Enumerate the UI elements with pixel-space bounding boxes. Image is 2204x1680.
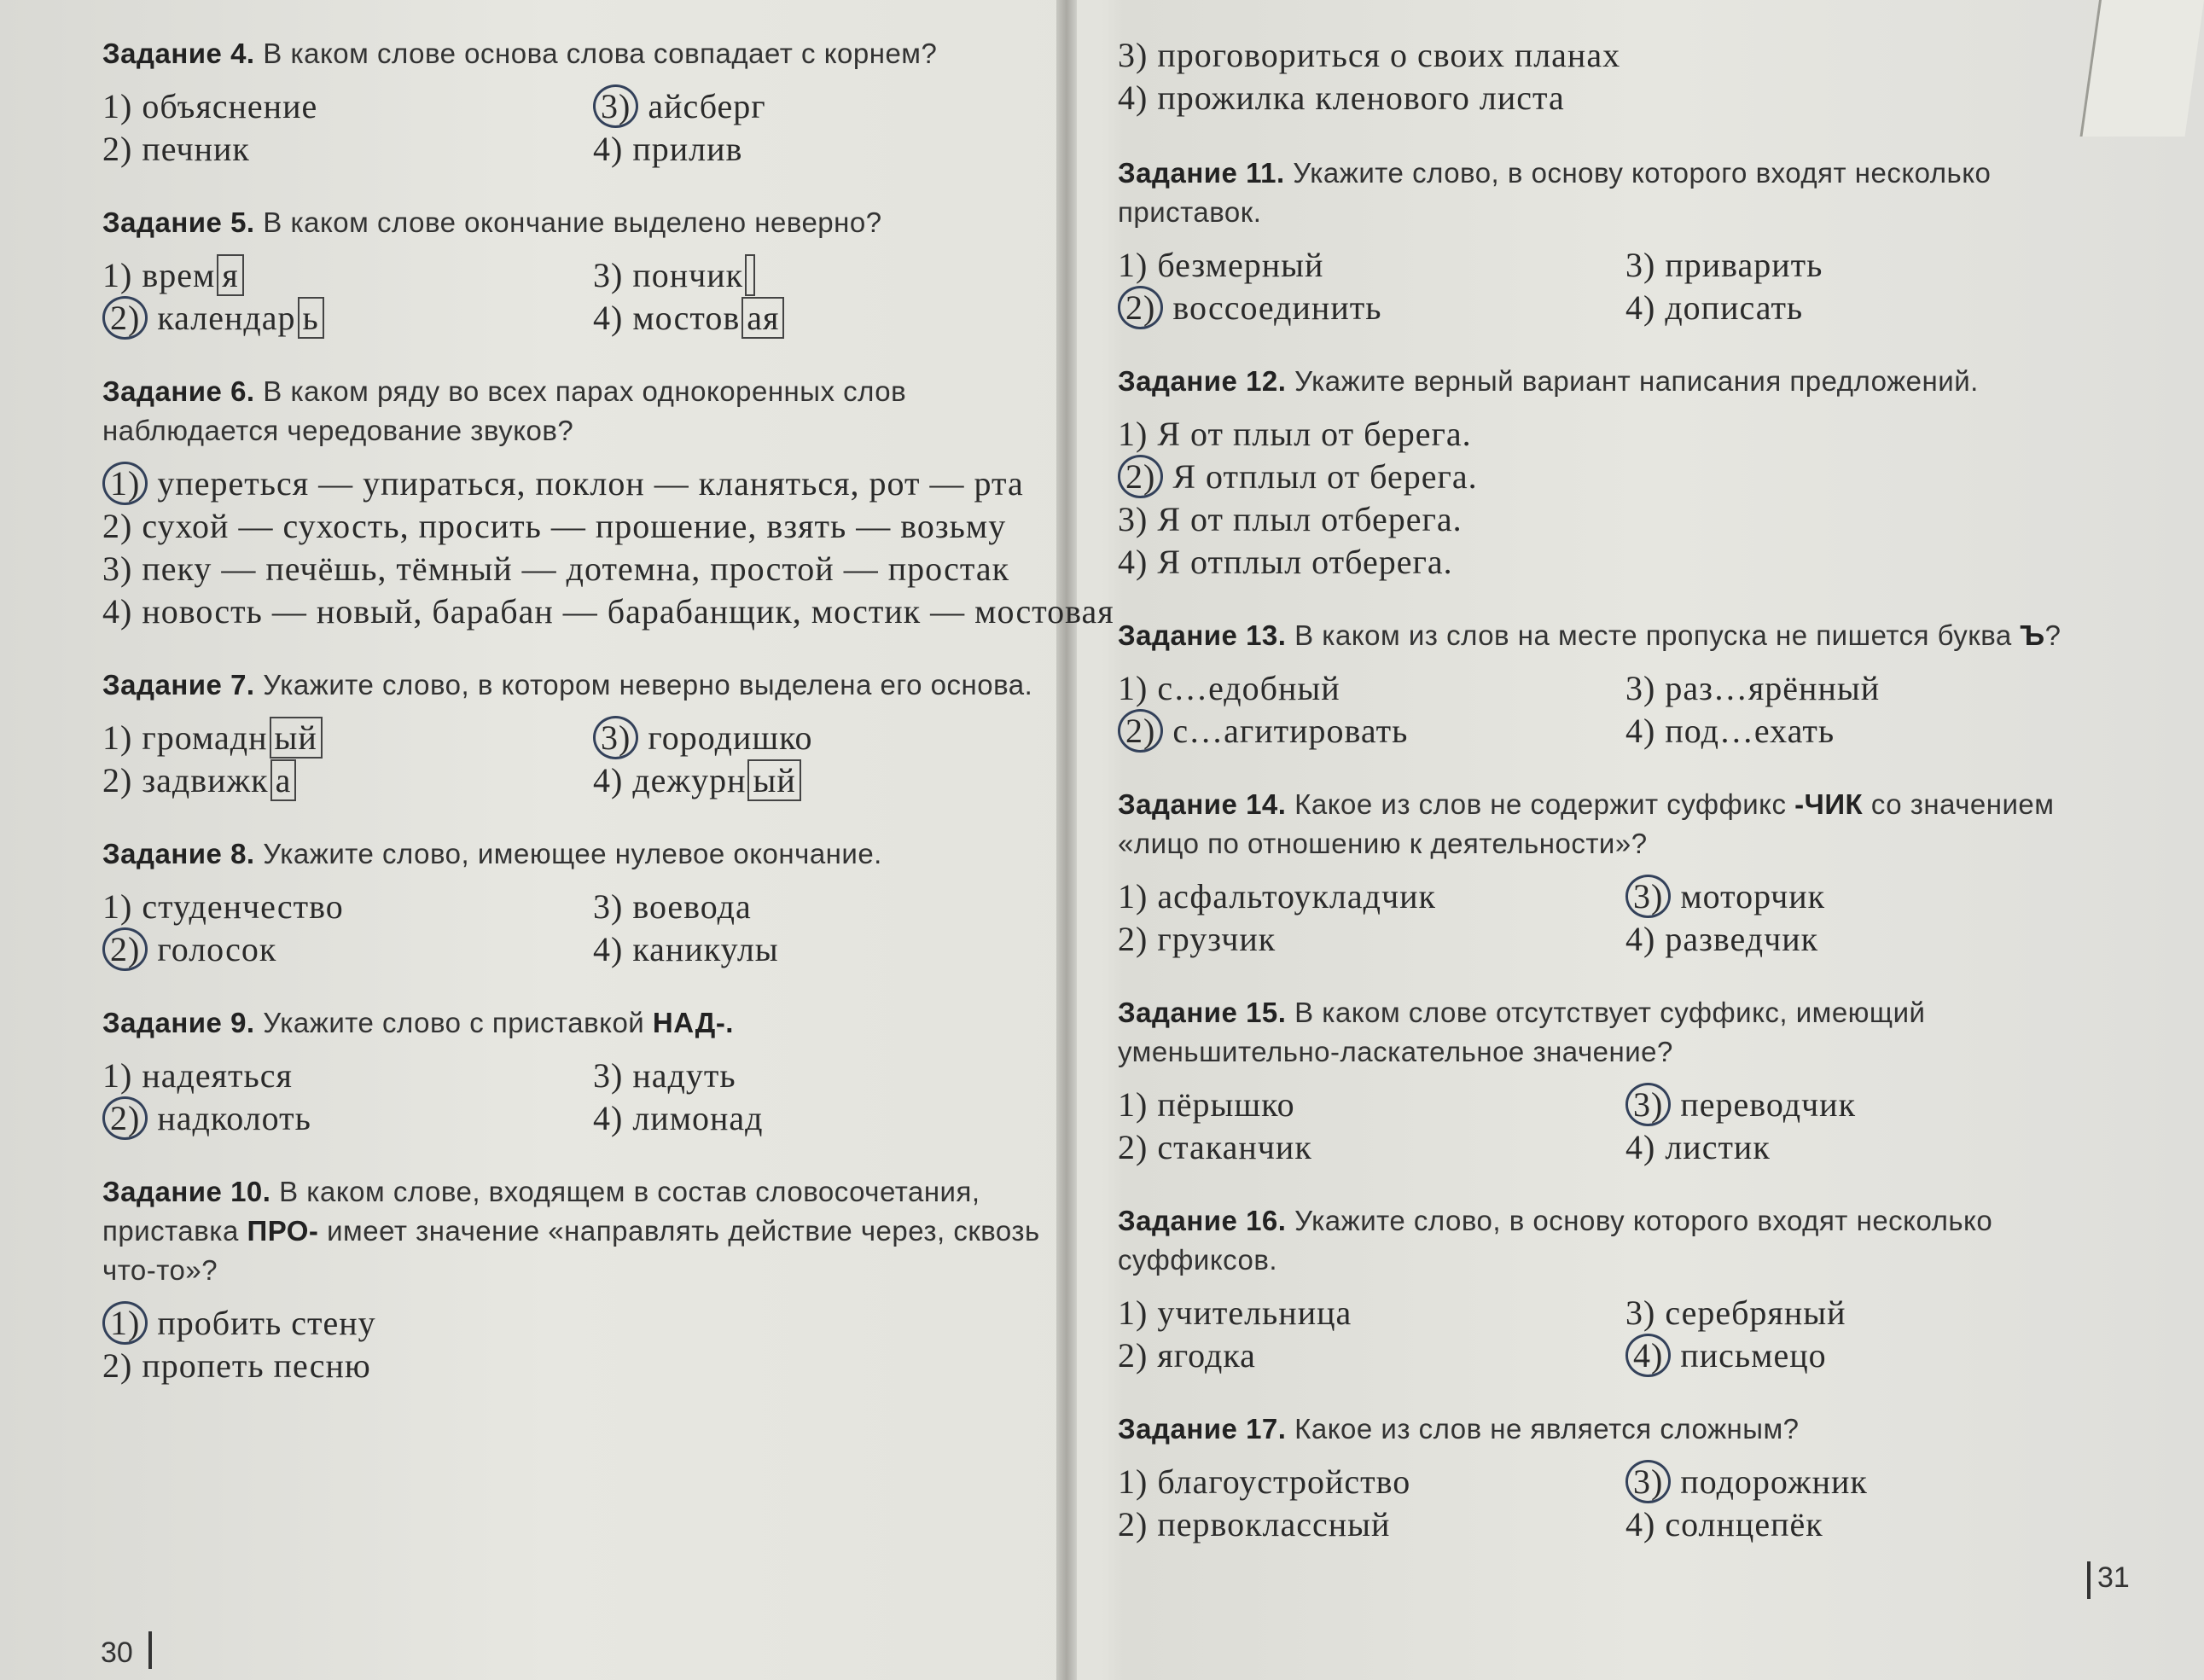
task-label: Задание 12. [1118,365,1287,397]
answer-text: надколоть [157,1099,311,1137]
answer-number: 4) [1625,920,1656,958]
answer-option [1118,875,1591,918]
answer-number: 3) [593,1056,624,1095]
task-label: Задание 7. [102,669,255,700]
answer-number: 1) [102,1056,133,1095]
answer-text: Я отплыл от берега. [1172,457,1478,496]
task-label: Задание 15. [1118,997,1287,1028]
task-question [1118,993,2099,1072]
highlighted-morpheme: я [217,254,243,296]
answer-text: грузчик [1157,920,1276,958]
answer-text: стаканчик [1157,1128,1312,1166]
task-text: В каком из слов на месте пропуска не пишется буква [1286,619,2021,651]
answer-option [102,759,559,802]
answer-option [1118,1126,1591,1169]
circled-answer-number: 3) [1625,1460,1671,1503]
task-keyword: НАД-. [652,1007,734,1038]
answer-number: 1) [1118,1462,1149,1501]
circled-answer-number: 2) [1118,455,1163,498]
task-block [1118,154,2099,329]
answer-text: благоустройство [1157,1462,1411,1501]
circled-answer-number: 4) [1625,1334,1671,1377]
answer-option [593,1097,1050,1140]
answer-text: с…едобный [1157,669,1340,707]
answer-options [1118,875,2099,961]
answer-text: под…ехать [1665,712,1835,750]
page-number-bar [148,1631,152,1669]
answer-option [1118,710,1591,753]
answer-number: 2) [102,507,133,545]
answer-options [102,85,1050,171]
answer-number: 1) [102,256,133,294]
answer-text: каникулы [632,930,779,968]
task-block [102,834,1050,971]
answer-text: задвижк [142,761,269,799]
answer-option [1625,1292,2099,1334]
answer-text: пробить стену [157,1304,376,1342]
answer-text: пёрышко [1157,1085,1295,1124]
answer-option [1118,77,2099,119]
answer-text: раз…ярённый [1665,669,1881,707]
answer-text: Я от плыл от берега. [1157,415,1472,453]
task-label: Задание 4. [102,38,255,69]
answer-text: календар [157,299,296,337]
answer-text: печник [142,130,250,168]
answer-text: безмерный [1157,246,1324,284]
task-text: Укажите слово, в котором неверно выделена его основа. [254,669,1033,700]
answer-number: 2) [1118,920,1149,958]
answer-text: объяснение [142,87,318,125]
answer-text: солнцепёк [1665,1505,1823,1543]
answer-number: 1) [1118,1293,1149,1332]
circled-answer-number: 3) [1625,875,1671,918]
task-block [102,372,1114,633]
answer-text: приварить [1665,246,1823,284]
answer-text: проговориться о своих планах [1157,36,1621,74]
answer-text: надеяться [142,1056,293,1095]
answer-text: новость — новый, барабан — барабанщик, мостик — мостовая [142,592,1114,631]
answer-text: Я от плыл отберега. [1157,500,1463,538]
answer-number: 4) [102,592,133,631]
answer-option [1118,244,1591,287]
answer-option [1118,287,1591,329]
task-block [102,34,1050,171]
highlighted-morpheme: ый [747,759,800,801]
answer-options [1118,1292,2099,1377]
highlighted-morpheme: ая [741,297,784,339]
answer-options [1118,244,2099,329]
answer-text: Я отплыл отберега. [1157,543,1453,581]
task-label: Задание 17. [1118,1413,1287,1445]
answer-options [1118,1084,2099,1169]
answer-options [102,886,1050,971]
answer-number: 4) [593,761,624,799]
answer-number: 1) [102,87,133,125]
answer-text: врем [142,256,216,294]
task-text: Укажите слово с приставкой [254,1007,653,1038]
answer-text: ягодка [1157,1336,1256,1375]
task-block [102,666,1050,802]
answer-number: 2) [1118,1505,1149,1543]
answer-text: прилив [632,130,743,168]
answer-number: 3) [1625,669,1656,707]
task-question [1118,616,2099,655]
task-text-tail: ? [2044,619,2062,651]
task-question [102,834,1050,874]
answer-number: 3) [1625,246,1656,284]
answer-number: 4) [1625,1128,1656,1166]
answer-option [102,548,1114,590]
task-10-continued-options [1118,34,2099,119]
task-label: Задание 16. [1118,1205,1287,1236]
answer-number: 3) [593,256,624,294]
task-question [1118,154,2099,232]
right-page [1118,34,2099,1578]
answer-option [102,128,559,171]
task-block [102,1003,1050,1140]
task-block [102,1172,1050,1387]
task-text: Укажите слово, в основу которого входят несколько суффиксов. [1118,1205,1993,1276]
task-keyword: ПРО- [247,1215,319,1247]
task-label: Задание 14. [1118,788,1287,820]
answer-option [1118,667,1591,710]
answer-option [102,462,1114,505]
highlighted-morpheme: ь [298,297,324,339]
circled-answer-number: 2) [1118,709,1163,753]
task-block [1118,616,2099,753]
task-question [102,203,1050,242]
answer-option [1118,498,2099,541]
answer-option [102,297,559,340]
answer-number: 4) [1118,78,1149,117]
answer-number: 1) [102,887,133,926]
answer-number: 3) [102,549,133,588]
task-question [102,372,1050,451]
answer-text: мостов [632,299,741,337]
answer-text: воссоединить [1172,288,1382,327]
task-text: Укажите верный вариант написания предложений. [1286,365,1979,397]
answer-text: письмецо [1680,1336,1827,1375]
answer-number: 2) [102,1346,133,1385]
answer-text: пончик [632,256,744,294]
answer-option [593,297,1050,340]
answer-option [102,1302,1050,1345]
answer-number: 1) [1118,415,1149,453]
answer-option [1118,1084,1591,1126]
answer-option [102,1097,559,1140]
answer-number: 3) [593,887,624,926]
answer-text: разведчик [1665,920,1819,958]
answer-option [102,717,559,759]
answer-option [102,928,559,971]
page-number-bar [2087,1561,2091,1599]
task-question [1118,785,2099,863]
answer-text: громадн [142,718,268,757]
right-tasks [1118,154,2099,1546]
answer-text: лимонад [632,1099,764,1137]
answer-number: 3) [1118,500,1149,538]
answer-number: 4) [1625,288,1656,327]
answer-option [102,505,1114,548]
answer-option [1118,541,2099,584]
answer-option [1625,1084,2099,1126]
task-text: Укажите слово, в основу которого входят несколько приставок. [1118,157,1992,228]
answer-option [1625,710,2099,753]
answer-option [1118,1503,1591,1546]
answer-option [102,590,1114,633]
answer-number: 2) [1118,1128,1149,1166]
answer-option [1625,1126,2099,1169]
answer-option [1625,875,2099,918]
task-label: Задание 5. [102,206,255,238]
answer-option [1625,918,2099,961]
answer-number: 3) [1118,36,1149,74]
task-block [1118,785,2099,961]
answer-text: городишко [648,718,813,757]
answer-text: воевода [632,887,752,926]
answer-text: студенчество [142,887,344,926]
task-question [102,34,1050,73]
answer-text: прожилка кленового листа [1157,78,1565,117]
answer-text: айсберг [648,87,766,125]
answer-number: 4) [1625,1505,1656,1543]
answer-text: с…агитировать [1172,712,1409,750]
answer-option [102,1055,559,1097]
circled-answer-number: 2) [102,296,148,340]
task-label: Задание 11. [1118,157,1285,189]
task-text: Какое из слов не содержит суффикс [1286,788,1795,820]
answer-option [593,1055,1050,1097]
answer-option [1625,1461,2099,1503]
task-question [1118,1410,2099,1449]
answer-option [102,1345,1050,1387]
answer-text: упереться — упираться, поклон — кланяться, рот — рта [157,464,1024,503]
answer-number: 4) [1625,712,1656,750]
answer-option [1625,1334,2099,1377]
answer-text: надуть [632,1056,736,1095]
circled-answer-number: 1) [102,462,148,505]
answer-option [1118,34,2099,77]
task-block [1118,993,2099,1169]
highlighted-morpheme [745,254,755,296]
answer-option [593,717,1050,759]
circled-answer-number: 2) [1118,286,1163,329]
answer-option [593,886,1050,928]
answer-option [593,85,1050,128]
highlighted-morpheme: а [270,759,297,801]
answer-options [1118,667,2099,753]
task-label: Задание 8. [102,838,255,869]
answer-option [593,928,1050,971]
answer-option [102,254,559,297]
answer-number: 4) [593,930,624,968]
task-text: В каком ряду во всех парах однокоренных слов наблюдается чередование звуков? [102,375,907,446]
answer-number: 4) [593,130,624,168]
task-text: В каком слове, входящем в состав словосочетания, приставка [102,1176,980,1247]
answer-option [1118,918,1591,961]
answer-options [102,1055,1050,1140]
answer-text: асфальтоукладчик [1157,877,1436,916]
answer-option [1118,1292,1591,1334]
answer-text: дописать [1665,288,1804,327]
answer-text: переводчик [1680,1085,1857,1124]
answer-text: учительница [1157,1293,1352,1332]
answer-number: 2) [102,761,133,799]
task-keyword: -ЧИК [1794,788,1864,820]
task-question [102,1172,1050,1290]
task-question [102,666,1050,705]
answer-options [102,462,1114,633]
task-question [1118,362,2099,401]
circled-answer-number: 2) [102,927,148,971]
page-number-left: 30 [101,1636,133,1669]
answer-number: 4) [593,299,624,337]
answer-number: 1) [1118,1085,1149,1124]
task-text: Какое из слов не является сложным? [1286,1413,1800,1445]
answer-option [1625,667,2099,710]
answer-number: 1) [1118,669,1149,707]
answer-options [1118,413,2099,584]
answer-option [593,759,1050,802]
task-block [102,203,1050,340]
answer-text: сухой — сухость, просить — прошение, взять — возьму [142,507,1007,545]
circled-answer-number: 3) [593,716,638,759]
answer-number: 4) [593,1099,624,1137]
answer-number: 1) [1118,877,1149,916]
task-label: Задание 10. [102,1176,271,1207]
task-text: В каком слове основа слова совпадает с корнем? [254,38,938,69]
answer-number: 3) [1625,1293,1656,1332]
answer-text: подорожник [1680,1462,1868,1501]
task-block [1118,1201,2099,1377]
answer-option [593,254,1050,297]
answer-text: моторчик [1680,877,1826,916]
answer-options [102,1302,1050,1387]
circled-answer-number: 3) [1625,1083,1671,1126]
answer-option [1625,1503,2099,1546]
task-label: Задание 9. [102,1007,255,1038]
answer-text: листик [1665,1128,1771,1166]
answer-option [1118,1334,1591,1377]
answer-number: 4) [1118,543,1149,581]
book-spine [1056,0,1077,1680]
answer-text: пропеть песню [142,1346,371,1385]
answer-number: 1) [1118,246,1149,284]
task-block [1118,1410,2099,1546]
circled-answer-number: 3) [593,84,638,128]
answer-number: 2) [1118,1336,1149,1375]
task-label: Задание 6. [102,375,255,407]
answer-text: серебряный [1665,1293,1846,1332]
answer-option [1625,287,2099,329]
circled-answer-number: 1) [102,1301,148,1345]
task-text: В каком слове окончание выделено неверно? [254,206,882,238]
answer-text: дежурн [632,761,747,799]
answer-option [593,128,1050,171]
left-page [102,34,1114,1420]
answer-text: пеку — печёшь, тёмный — дотемна, простой — простак [142,549,1010,588]
task-keyword: Ъ [2020,619,2045,651]
answer-number: 2) [102,130,133,168]
answer-text: голосок [157,930,277,968]
circled-answer-number: 2) [102,1096,148,1140]
answer-option [102,886,559,928]
answer-options [102,254,1050,340]
task-block [1118,362,2099,584]
task-question [1118,1201,2099,1280]
answer-options [1118,1461,2099,1546]
task-text-tail: со значением «лицо по отношению к деятельности»? [1118,788,2055,859]
answer-options [102,717,1050,802]
task-text: Укажите слово, имеющее нулевое окончание. [254,838,882,869]
task-text-tail: имеет значение «направлять действие через, сквозь что-то»? [102,1215,1040,1286]
task-label: Задание 13. [1118,619,1287,651]
answer-text: первоклассный [1157,1505,1391,1543]
task-question [102,1003,1050,1043]
answer-option [1625,244,2099,287]
answer-option [1118,413,2099,456]
task-text: В каком слове отсутствует суффикс, имеющий уменьшительно-ласкательное значение? [1118,997,1926,1067]
highlighted-morpheme: ый [270,717,323,759]
answer-option [102,85,559,128]
page-number-right: 31 [2097,1561,2130,1594]
answer-number: 1) [102,718,133,757]
answer-option [1118,456,2099,498]
answer-option [1118,1461,1591,1503]
